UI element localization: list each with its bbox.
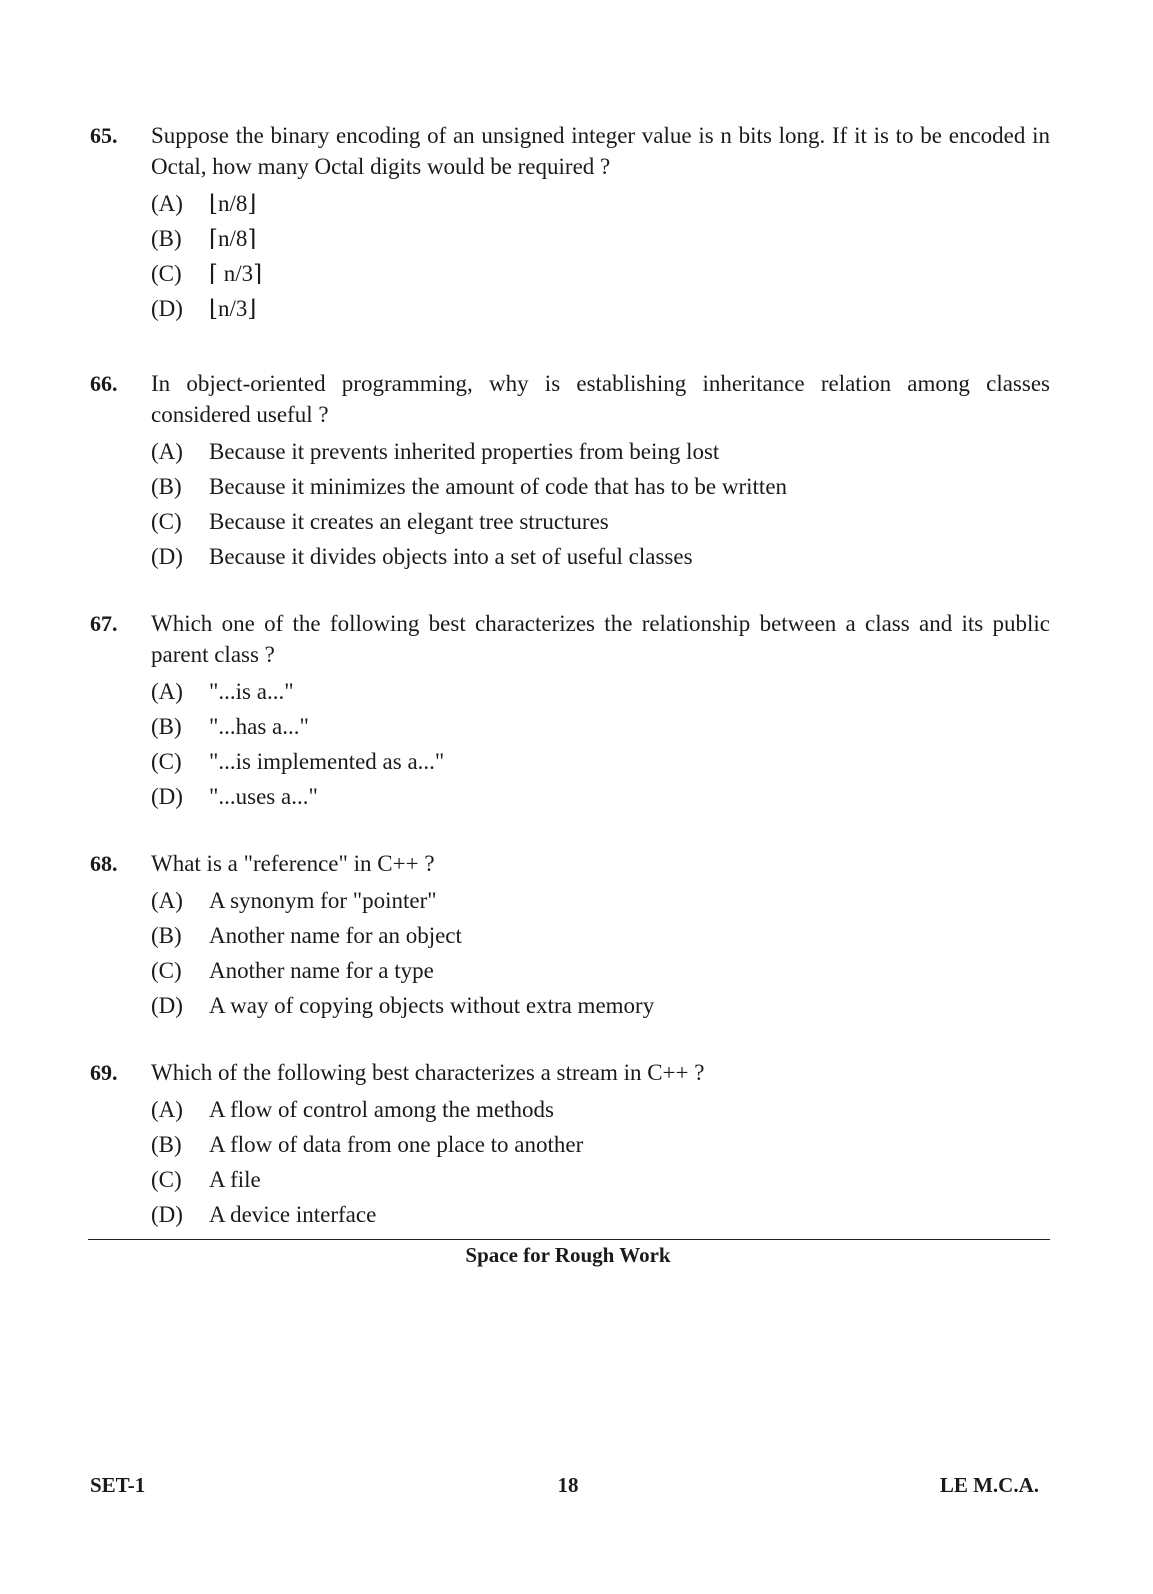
option-text: Because it divides objects into a set of useful classes: [209, 544, 693, 569]
option-a: [151, 674, 1060, 709]
footer-exam-name: LE M.C.A.: [939, 1473, 1039, 1497]
option-text: "...has a...": [209, 714, 309, 739]
question-68: [90, 848, 1060, 1023]
option-label: (B): [151, 923, 182, 948]
option-a: [151, 186, 1060, 221]
option-label: (A): [151, 191, 183, 216]
option-label: (D): [151, 993, 183, 1018]
option-text: Another name for an object: [209, 923, 462, 948]
option-label: (C): [151, 749, 182, 774]
option-text: Another name for a type: [209, 958, 434, 983]
option-label: (A): [151, 679, 183, 704]
option-label: (B): [151, 474, 182, 499]
footer-page-number: 18: [557, 1473, 579, 1497]
option-label: (B): [151, 226, 182, 251]
option-label: (D): [151, 296, 183, 321]
options-list: [151, 883, 1060, 1023]
question-67: [90, 608, 1060, 814]
option-text: A flow of data from one place to another: [209, 1132, 584, 1157]
question-65: [90, 120, 1060, 326]
option-a: [151, 434, 1060, 469]
question-number: 68.: [90, 851, 118, 876]
option-text: ⌈n/8⌉: [209, 226, 257, 251]
question-66: [90, 368, 1060, 574]
option-a: [151, 883, 1060, 918]
question-number: 66.: [90, 371, 118, 396]
question-number: 67.: [90, 611, 118, 636]
option-text: ⌊n/3⌋: [209, 296, 257, 321]
question-number: 65.: [90, 123, 118, 148]
option-b: [151, 1127, 1060, 1162]
option-d: [151, 988, 1060, 1023]
option-text: A synonym for "pointer": [209, 888, 437, 913]
option-text: ⌊n/8⌋: [209, 191, 257, 216]
option-d: [151, 291, 1060, 326]
option-text: A device interface: [209, 1202, 377, 1227]
option-text: A file: [209, 1167, 261, 1192]
option-text: ⌈ n/3⌉: [209, 261, 263, 286]
question-number: 69.: [90, 1060, 118, 1085]
option-text: A flow of control among the methods: [209, 1097, 554, 1122]
option-d: [151, 539, 1060, 574]
option-text: "...is a...": [209, 679, 294, 704]
option-a: [151, 1092, 1060, 1127]
option-text: Because it prevents inherited properties from being lost: [209, 439, 720, 464]
option-label: (D): [151, 544, 183, 569]
option-label: (B): [151, 1132, 182, 1157]
option-label: (A): [151, 1097, 183, 1122]
rough-work-divider: [88, 1239, 1050, 1240]
option-c: [151, 953, 1060, 988]
option-b: [151, 709, 1060, 744]
option-c: [151, 504, 1060, 539]
option-text: Because it creates an elegant tree structures: [209, 509, 609, 534]
options-list: [151, 674, 1060, 814]
question-text: What is a "reference" in C++ ?: [151, 851, 435, 876]
option-b: [151, 918, 1060, 953]
option-text: "...is implemented as a...": [209, 749, 445, 774]
option-text: Because it minimizes the amount of code that has to be written: [209, 474, 788, 499]
option-text: "...uses a...": [209, 784, 318, 809]
option-label: (C): [151, 509, 182, 534]
question-text: Which of the following best characterizes a stream in C++ ?: [151, 1060, 705, 1085]
rough-work-heading: Space for Rough Work: [465, 1243, 671, 1267]
option-label: (C): [151, 1167, 182, 1192]
option-label: (D): [151, 1202, 183, 1227]
question-text: Suppose the binary encoding of an unsigned integer value is n bits long. If it is to be encoded in Octal, how many Octal digits would be required ?: [151, 123, 1050, 179]
options-list: [151, 434, 1060, 574]
option-d: [151, 779, 1060, 814]
option-label: (A): [151, 439, 183, 464]
option-c: [151, 256, 1060, 291]
option-b: [151, 469, 1060, 504]
option-c: [151, 1162, 1060, 1197]
option-label: (D): [151, 784, 183, 809]
option-label: (C): [151, 958, 182, 983]
option-label: (A): [151, 888, 183, 913]
option-label: (B): [151, 714, 182, 739]
option-c: [151, 744, 1060, 779]
options-list: [151, 1092, 1060, 1232]
question-text: Which one of the following best characterizes the relationship between a class and its public parent class ?: [151, 611, 1050, 667]
option-b: [151, 221, 1060, 256]
option-d: [151, 1197, 1060, 1232]
footer-set-label: SET-1: [90, 1473, 146, 1497]
options-list: [151, 186, 1060, 326]
question-text: In object-oriented programming, why is establishing inheritance relation among classes considered useful ?: [151, 371, 1050, 427]
option-label: (C): [151, 261, 182, 286]
option-text: A way of copying objects without extra memory: [209, 993, 655, 1018]
question-69: [90, 1057, 1060, 1232]
